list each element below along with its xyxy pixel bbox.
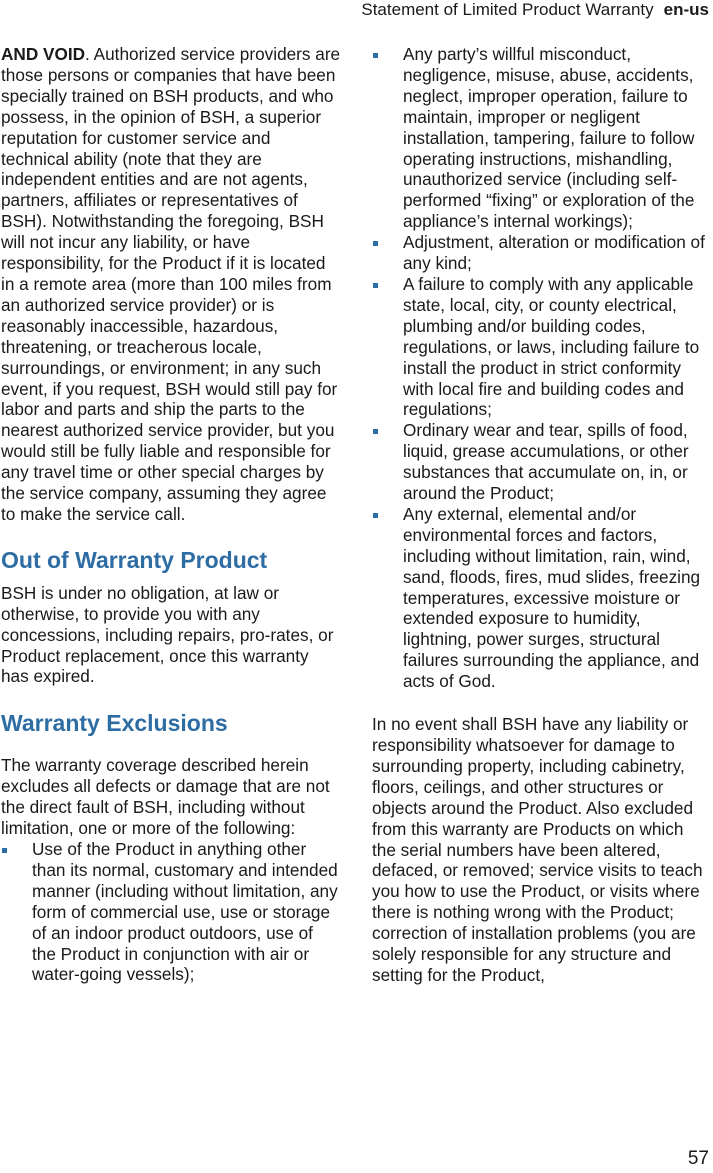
exclusion-item-text: Ordinary wear and tear, spills of food, liquid, grease accumulations, or other substances that accumulate on, in, or around the Product; [403,420,689,504]
exclusion-item-text: Any external, elemental and/or environmental forces and factors, including without limitation, rain, wind, sand, floods, fires, mud slides, freezing temperatures, excessive moisture or extended exposure to humidity, lightning, power surges, structural failures surrounding the appliance, and acts of God. [403,503,701,692]
square-bullet-icon [373,283,378,288]
page-number: 57 [687,1148,709,1169]
exclusion-item-text: A failure to comply with any applicable state, local, city, or county electrical, plumbing and/or building codes, regulations, or laws, including failure to install the product in strict conformity with local fire and building codes and regulations; [403,273,700,420]
square-bullet-icon [373,53,378,58]
exclusions-list-right [372,44,710,692]
exclusion-item-text: Use of the Product in anything other than its normal, customary and intended manner (including without limitation, any form of commercial use, use or storage of an indoor product outdoors, use of the Product in conjunction with air or water-going vessels); [32,839,338,985]
exclusion-item [372,44,710,232]
closing-paragraph: In no event shall BSH have any liability or responsibility whatsoever for damage to surrounding property, including cabinetry, floors, ceilings, and other structures or objects around the Product. Also excluded from this warranty are Products on which the serial numbers have been altered, defaced, or removed; service visits to teach you how to use the Product, or visits where there is nothing wrong with the Product; correction of installation problems (you are solely responsible for any structure and setting for the Product, [372,714,703,985]
header-title: Statement of Limited Product Warranty [361,0,654,19]
exclusions-intro-paragraph: The warranty coverage described herein excludes all defects or damage that are not the direct fault of BSH, including without limitation, one or more of the following: [1,755,330,839]
exclusion-item [372,232,710,274]
heading-out-of-warranty: Out of Warranty Product [1,546,268,573]
exclusions-list-left [1,839,341,985]
exclusion-item-text: Any party’s willful misconduct, negligence, misuse, abuse, accidents, neglect, improper operation, failure to maintain, improper or negligent installation, tampering, failure to follow operating instructions, mishandling, unauthorized service (including self-performed “fixing” or exploration of the appliance’s internal workings); [403,44,695,232]
header-language-code: en-us [663,0,709,19]
square-bullet-icon [373,429,378,434]
square-bullet-icon [2,848,7,853]
exclusion-item [1,839,341,985]
exclusion-item [372,504,710,692]
running-header [361,0,709,20]
intro-bold-text: AND VOID [1,44,86,64]
square-bullet-icon [373,513,378,518]
out-of-warranty-paragraph: BSH is under no obligation, at law or otherwise, to provide you with any concessions, including repairs, pro-rates, or Product replacement, once this warranty has expired. [1,582,334,687]
intro-paragraph [1,44,341,525]
exclusion-item [372,274,710,420]
right-column [372,44,710,986]
square-bullet-icon [373,241,378,246]
exclusion-item [372,420,710,504]
exclusion-item-text: Adjustment, alteration or modification of any kind; [403,232,705,274]
left-column [1,44,341,985]
intro-body-text: . Authorized service providers are those persons or companies that have been specially trained on BSH products, and who possess, in the opinion of BSH, a superior reputation for customer service and technical ability (note that they are independent entities and are not agents, partners, affiliates or representatives of BSH). Notwithstanding the foregoing, BSH will not incur any liability, or have responsibility, for the Product if it is located in a remote area (more than 100 miles from an authorized service provider) or is reasonably inaccessible, hazardous, threatening, or treacherous locale, surroundings, or environment; in any such event, if you request, BSH would still pay for labor and parts and ship the parts to the nearest authorized service provider, but you would still be fully liable and responsible for any travel time or other special charges by the service company, assuming they agree to make the service call. [1,44,341,524]
heading-warranty-exclusions: Warranty Exclusions [1,710,228,737]
